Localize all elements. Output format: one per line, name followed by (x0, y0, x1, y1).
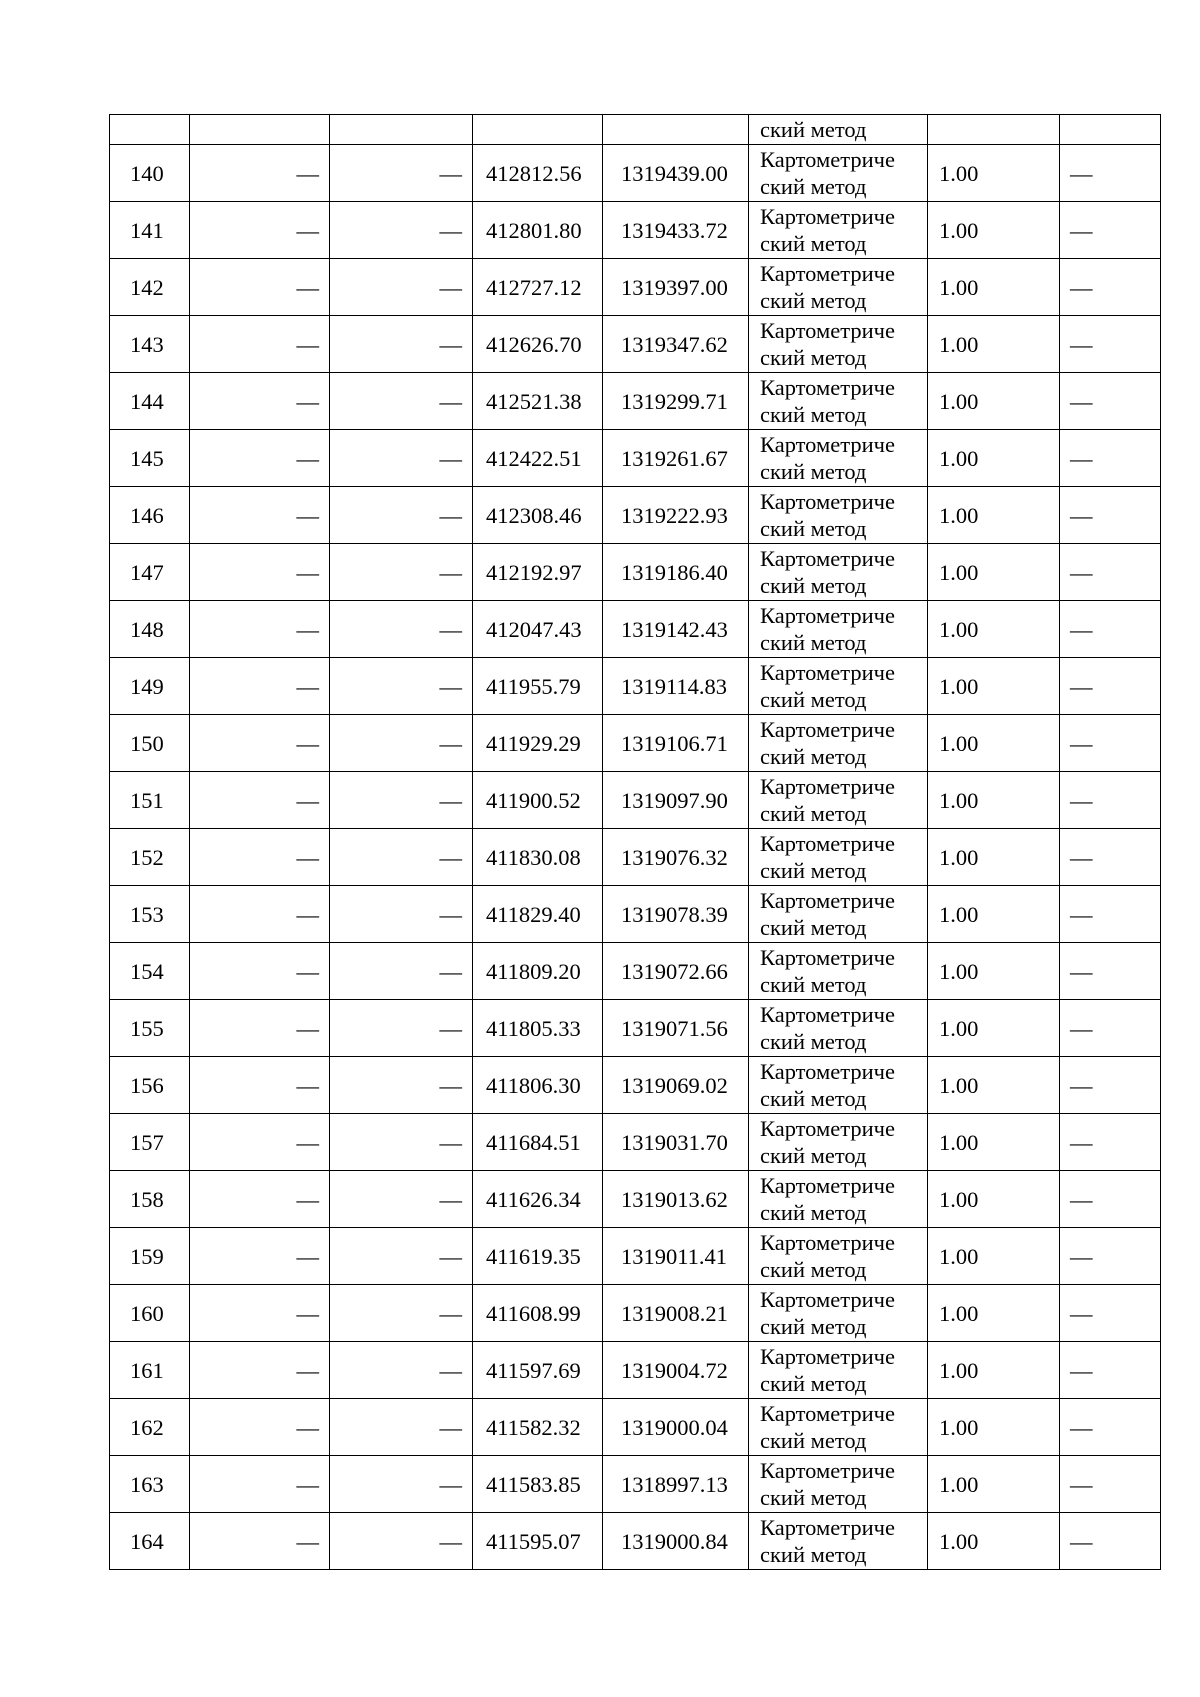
table-row (110, 1456, 1161, 1513)
cell-x: 412192.97 (473, 544, 603, 601)
table-row (110, 1228, 1161, 1285)
table-row (110, 1057, 1161, 1114)
method-line-2: ский метод (760, 630, 867, 655)
cell-col3: — (330, 145, 473, 202)
method-line-2: ский метод (760, 1314, 867, 1339)
method-line-1: Картометриче (760, 1458, 895, 1483)
cell-method (749, 373, 928, 430)
table-row (110, 886, 1161, 943)
cell-point-number: 160 (110, 1285, 190, 1342)
method-line-1: Картометриче (760, 1344, 895, 1369)
cell-x: 411583.85 (473, 1456, 603, 1513)
cell-x: 411608.99 (473, 1285, 603, 1342)
cell-col3 (330, 115, 473, 145)
cell-point-number: 148 (110, 601, 190, 658)
cell-x: 411829.40 (473, 886, 603, 943)
table-row (110, 601, 1161, 658)
cell-last: — (1060, 1399, 1161, 1456)
method-line-2: ский метод (760, 1143, 867, 1168)
cell-y: 1319106.71 (603, 715, 749, 772)
cell-last: — (1060, 373, 1161, 430)
cell-x: 412727.12 (473, 259, 603, 316)
method-line-1: Картометриче (760, 489, 895, 514)
cell-col2 (190, 115, 330, 145)
table-row (110, 544, 1161, 601)
method-line-2: ский метод (760, 1428, 867, 1453)
cell-point-number: 157 (110, 1114, 190, 1171)
cell-x: 411626.34 (473, 1171, 603, 1228)
cell-accuracy: 1.00 (928, 544, 1060, 601)
cell-col3: — (330, 1228, 473, 1285)
cell-col2: — (190, 1513, 330, 1570)
cell-point-number: 163 (110, 1456, 190, 1513)
cell-col2: — (190, 1000, 330, 1057)
cell-x: 411684.51 (473, 1114, 603, 1171)
cell-method (749, 1285, 928, 1342)
cell-last: — (1060, 1513, 1161, 1570)
cell-point-number: 147 (110, 544, 190, 601)
method-line-1: Картометриче (760, 261, 895, 286)
method-line-1: Картометриче (760, 603, 895, 628)
method-line-2: ский метод (760, 573, 867, 598)
cell-col2: — (190, 829, 330, 886)
cell-x (473, 115, 603, 145)
cell-last: — (1060, 1000, 1161, 1057)
method-line-1: Картометриче (760, 1230, 895, 1255)
table-row (110, 430, 1161, 487)
cell-x: 411900.52 (473, 772, 603, 829)
table-row (110, 202, 1161, 259)
cell-y: 1319114.83 (603, 658, 749, 715)
cell-last: — (1060, 544, 1161, 601)
cell-accuracy: 1.00 (928, 1285, 1060, 1342)
cell-method (749, 316, 928, 373)
method-line-2: ский метод (760, 1485, 867, 1510)
cell-method (749, 943, 928, 1000)
cell-col2: — (190, 772, 330, 829)
cell-accuracy: 1.00 (928, 487, 1060, 544)
table-row (110, 1399, 1161, 1456)
method-line-1: Картометриче (760, 318, 895, 343)
continued-row (110, 115, 1161, 145)
table-row (110, 1513, 1161, 1570)
cell-method (749, 544, 928, 601)
method-line-2: ский метод (760, 402, 867, 427)
cell-y: 1319439.00 (603, 145, 749, 202)
method-line-2: ский метод (760, 744, 867, 769)
cell-y: 1319004.72 (603, 1342, 749, 1399)
cell-method (749, 715, 928, 772)
cell-method (749, 1342, 928, 1399)
cell-last: — (1060, 1114, 1161, 1171)
method-line-2: ский метод (760, 345, 867, 370)
cell-col2: — (190, 487, 330, 544)
cell-last: — (1060, 715, 1161, 772)
cell-last: — (1060, 145, 1161, 202)
cell-y: 1319008.21 (603, 1285, 749, 1342)
cell-method (749, 1114, 928, 1171)
table-row (110, 943, 1161, 1000)
cell-col3: — (330, 1456, 473, 1513)
cell-x: 411806.30 (473, 1057, 603, 1114)
cell-y: 1319071.56 (603, 1000, 749, 1057)
cell-col2: — (190, 202, 330, 259)
cell-y: 1319000.84 (603, 1513, 749, 1570)
cell-col2: — (190, 1399, 330, 1456)
cell-col2: — (190, 316, 330, 373)
cell-col2: — (190, 1285, 330, 1342)
cell-method (749, 145, 928, 202)
cell-y: 1319299.71 (603, 373, 749, 430)
cell-accuracy: 1.00 (928, 1000, 1060, 1057)
cell-last: — (1060, 1456, 1161, 1513)
cell-col3: — (330, 316, 473, 373)
cell-col2: — (190, 601, 330, 658)
method-line-1: Картометриче (760, 147, 895, 172)
cell-point-number: 149 (110, 658, 190, 715)
table-row (110, 772, 1161, 829)
cell-x: 412422.51 (473, 430, 603, 487)
cell-accuracy: 1.00 (928, 943, 1060, 1000)
method-line-2: ский метод (760, 459, 867, 484)
cell-point-number: 151 (110, 772, 190, 829)
cell-x: 411595.07 (473, 1513, 603, 1570)
cell-y: 1319078.39 (603, 886, 749, 943)
cell-y: 1319031.70 (603, 1114, 749, 1171)
cell-col3: — (330, 1513, 473, 1570)
method-line-1: Картометриче (760, 774, 895, 799)
cell-method (749, 1000, 928, 1057)
cell-y: 1318997.13 (603, 1456, 749, 1513)
cell-last: — (1060, 1057, 1161, 1114)
cell-y: 1319347.62 (603, 316, 749, 373)
method-line-1: Картометриче (760, 1515, 895, 1540)
cell-accuracy: 1.00 (928, 202, 1060, 259)
cell-method (749, 658, 928, 715)
method-line-1: Картометриче (760, 204, 895, 229)
cell-x: 412047.43 (473, 601, 603, 658)
cell-last: — (1060, 316, 1161, 373)
method-line-2: ский метод (760, 1371, 867, 1396)
cell-accuracy: 1.00 (928, 316, 1060, 373)
cell-last: — (1060, 943, 1161, 1000)
table-row (110, 145, 1161, 202)
cell-point-number (110, 115, 190, 145)
table-row (110, 658, 1161, 715)
cell-method (749, 886, 928, 943)
method-line-2: ский метод (760, 1257, 867, 1282)
cell-y: 1319097.90 (603, 772, 749, 829)
cell-y: 1319397.00 (603, 259, 749, 316)
cell-col3: — (330, 1057, 473, 1114)
cell-x: 412626.70 (473, 316, 603, 373)
cell-x: 411955.79 (473, 658, 603, 715)
cell-point-number: 162 (110, 1399, 190, 1456)
cell-y: 1319186.40 (603, 544, 749, 601)
cell-accuracy: 1.00 (928, 772, 1060, 829)
cell-accuracy: 1.00 (928, 1114, 1060, 1171)
cell-point-number: 145 (110, 430, 190, 487)
method-line-2: ский метод (760, 1200, 867, 1225)
cell-point-number: 152 (110, 829, 190, 886)
cell-x: 411597.69 (473, 1342, 603, 1399)
cell-accuracy: 1.00 (928, 1399, 1060, 1456)
cell-x: 412521.38 (473, 373, 603, 430)
cell-col3: — (330, 772, 473, 829)
cell-accuracy: 1.00 (928, 829, 1060, 886)
cell-col3: — (330, 1399, 473, 1456)
cell-point-number: 161 (110, 1342, 190, 1399)
cell-col3: — (330, 886, 473, 943)
method-line-1: Картометриче (760, 546, 895, 571)
cell-last: — (1060, 202, 1161, 259)
cell-col3: — (330, 658, 473, 715)
cell-accuracy: 1.00 (928, 601, 1060, 658)
cell-method (749, 202, 928, 259)
cell-x: 412308.46 (473, 487, 603, 544)
method-line-2: ский метод (760, 288, 867, 313)
cell-accuracy (928, 115, 1060, 145)
cell-col2: — (190, 373, 330, 430)
method-line-1: Картометриче (760, 1173, 895, 1198)
cell-last (1060, 115, 1161, 145)
cell-point-number: 158 (110, 1171, 190, 1228)
cell-y: 1319011.41 (603, 1228, 749, 1285)
method-line-2: ский метод (760, 858, 867, 883)
cell-col3: — (330, 601, 473, 658)
cell-x: 411582.32 (473, 1399, 603, 1456)
cell-y: 1319142.43 (603, 601, 749, 658)
method-line-1: Картометриче (760, 831, 895, 856)
method-line-2: ский метод (760, 1029, 867, 1054)
table-row (110, 1342, 1161, 1399)
cell-x: 411619.35 (473, 1228, 603, 1285)
cell-last: — (1060, 658, 1161, 715)
cell-accuracy: 1.00 (928, 1342, 1060, 1399)
cell-col3: — (330, 202, 473, 259)
method-line-1: Картометриче (760, 1116, 895, 1141)
method-line-1: Картометриче (760, 1287, 895, 1312)
cell-x: 412812.56 (473, 145, 603, 202)
method-line-1: Картометриче (760, 717, 895, 742)
table-row (110, 1171, 1161, 1228)
cell-y: 1319261.67 (603, 430, 749, 487)
cell-accuracy: 1.00 (928, 658, 1060, 715)
cell-point-number: 144 (110, 373, 190, 430)
cell-method (749, 259, 928, 316)
cell-last: — (1060, 1342, 1161, 1399)
method-line-2: ский метод (760, 117, 867, 142)
cell-accuracy: 1.00 (928, 1456, 1060, 1513)
cell-col3: — (330, 943, 473, 1000)
cell-y: 1319433.72 (603, 202, 749, 259)
table-row (110, 373, 1161, 430)
cell-point-number: 143 (110, 316, 190, 373)
cell-point-number: 142 (110, 259, 190, 316)
cell-col2: — (190, 943, 330, 1000)
cell-accuracy: 1.00 (928, 1513, 1060, 1570)
cell-method (749, 1228, 928, 1285)
cell-last: — (1060, 259, 1161, 316)
cell-last: — (1060, 430, 1161, 487)
cell-accuracy: 1.00 (928, 1057, 1060, 1114)
method-line-2: ский метод (760, 1086, 867, 1111)
method-line-1: Картометриче (760, 1401, 895, 1426)
method-line-1: Картометриче (760, 945, 895, 970)
cell-point-number: 155 (110, 1000, 190, 1057)
cell-col2: — (190, 259, 330, 316)
cell-col3: — (330, 1171, 473, 1228)
cell-col3: — (330, 715, 473, 772)
cell-point-number: 164 (110, 1513, 190, 1570)
cell-col3: — (330, 430, 473, 487)
method-line-1: Картометриче (760, 1059, 895, 1084)
method-line-2: ский метод (760, 915, 867, 940)
cell-point-number: 153 (110, 886, 190, 943)
cell-x: 411830.08 (473, 829, 603, 886)
cell-accuracy: 1.00 (928, 145, 1060, 202)
method-line-2: ский метод (760, 231, 867, 256)
method-line-2: ский метод (760, 687, 867, 712)
cell-accuracy: 1.00 (928, 1228, 1060, 1285)
cell-x: 411929.29 (473, 715, 603, 772)
cell-accuracy: 1.00 (928, 1171, 1060, 1228)
cell-col3: — (330, 544, 473, 601)
cell-method (749, 1456, 928, 1513)
cell-point-number: 159 (110, 1228, 190, 1285)
cell-method (749, 772, 928, 829)
cell-col2: — (190, 1456, 330, 1513)
cell-col2: — (190, 145, 330, 202)
cell-last: — (1060, 772, 1161, 829)
cell-method (749, 601, 928, 658)
method-line-2: ский метод (760, 972, 867, 997)
table-row (110, 259, 1161, 316)
table-row (110, 715, 1161, 772)
cell-point-number: 150 (110, 715, 190, 772)
cell-point-number: 140 (110, 145, 190, 202)
cell-col2: — (190, 1057, 330, 1114)
cell-col3: — (330, 1285, 473, 1342)
cell-col2: — (190, 544, 330, 601)
cell-last: — (1060, 1228, 1161, 1285)
table-row (110, 487, 1161, 544)
cell-col2: — (190, 1342, 330, 1399)
method-line-1: Картометриче (760, 888, 895, 913)
table-row (110, 316, 1161, 373)
table-body (110, 115, 1161, 1570)
cell-col3: — (330, 1114, 473, 1171)
method-line-1: Картометриче (760, 1002, 895, 1027)
cell-y: 1319076.32 (603, 829, 749, 886)
cell-col3: — (330, 829, 473, 886)
method-line-2: ский метод (760, 516, 867, 541)
cell-col2: — (190, 1114, 330, 1171)
cell-method (749, 829, 928, 886)
cell-point-number: 154 (110, 943, 190, 1000)
cell-last: — (1060, 829, 1161, 886)
cell-y (603, 115, 749, 145)
table-row (110, 1285, 1161, 1342)
cell-method (749, 1057, 928, 1114)
cell-col2: — (190, 715, 330, 772)
cell-last: — (1060, 1285, 1161, 1342)
cell-method (749, 430, 928, 487)
cell-col2: — (190, 1171, 330, 1228)
cell-col3: — (330, 259, 473, 316)
method-line-1: Картометриче (760, 432, 895, 457)
cell-accuracy: 1.00 (928, 259, 1060, 316)
cell-last: — (1060, 487, 1161, 544)
cell-method (749, 1399, 928, 1456)
cell-method (749, 487, 928, 544)
table-row (110, 1114, 1161, 1171)
table-row (110, 829, 1161, 886)
cell-method (749, 1513, 928, 1570)
cell-point-number: 141 (110, 202, 190, 259)
cell-y: 1319013.62 (603, 1171, 749, 1228)
method-line-2: ский метод (760, 801, 867, 826)
cell-x: 411809.20 (473, 943, 603, 1000)
cell-accuracy: 1.00 (928, 430, 1060, 487)
cell-point-number: 156 (110, 1057, 190, 1114)
cell-last: — (1060, 886, 1161, 943)
cell-y: 1319000.04 (603, 1399, 749, 1456)
cell-col2: — (190, 658, 330, 715)
cell-y: 1319069.02 (603, 1057, 749, 1114)
cell-last: — (1060, 1171, 1161, 1228)
cell-accuracy: 1.00 (928, 373, 1060, 430)
cell-accuracy: 1.00 (928, 715, 1060, 772)
table-row (110, 1000, 1161, 1057)
cell-method (749, 1171, 928, 1228)
method-line-1: Картометриче (760, 375, 895, 400)
cell-col3: — (330, 1000, 473, 1057)
cell-point-number: 146 (110, 487, 190, 544)
cell-accuracy: 1.00 (928, 886, 1060, 943)
cell-col3: — (330, 1342, 473, 1399)
cell-col3: — (330, 373, 473, 430)
method-line-2: ский метод (760, 174, 867, 199)
cell-last: — (1060, 601, 1161, 658)
cell-x: 412801.80 (473, 202, 603, 259)
cell-col2: — (190, 430, 330, 487)
cell-method (749, 115, 928, 145)
method-line-2: ский метод (760, 1542, 867, 1567)
cell-col2: — (190, 1228, 330, 1285)
coordinates-table (109, 114, 1161, 1570)
cell-col2: — (190, 886, 330, 943)
cell-y: 1319222.93 (603, 487, 749, 544)
cell-col3: — (330, 487, 473, 544)
cell-y: 1319072.66 (603, 943, 749, 1000)
cell-x: 411805.33 (473, 1000, 603, 1057)
method-line-1: Картометриче (760, 660, 895, 685)
